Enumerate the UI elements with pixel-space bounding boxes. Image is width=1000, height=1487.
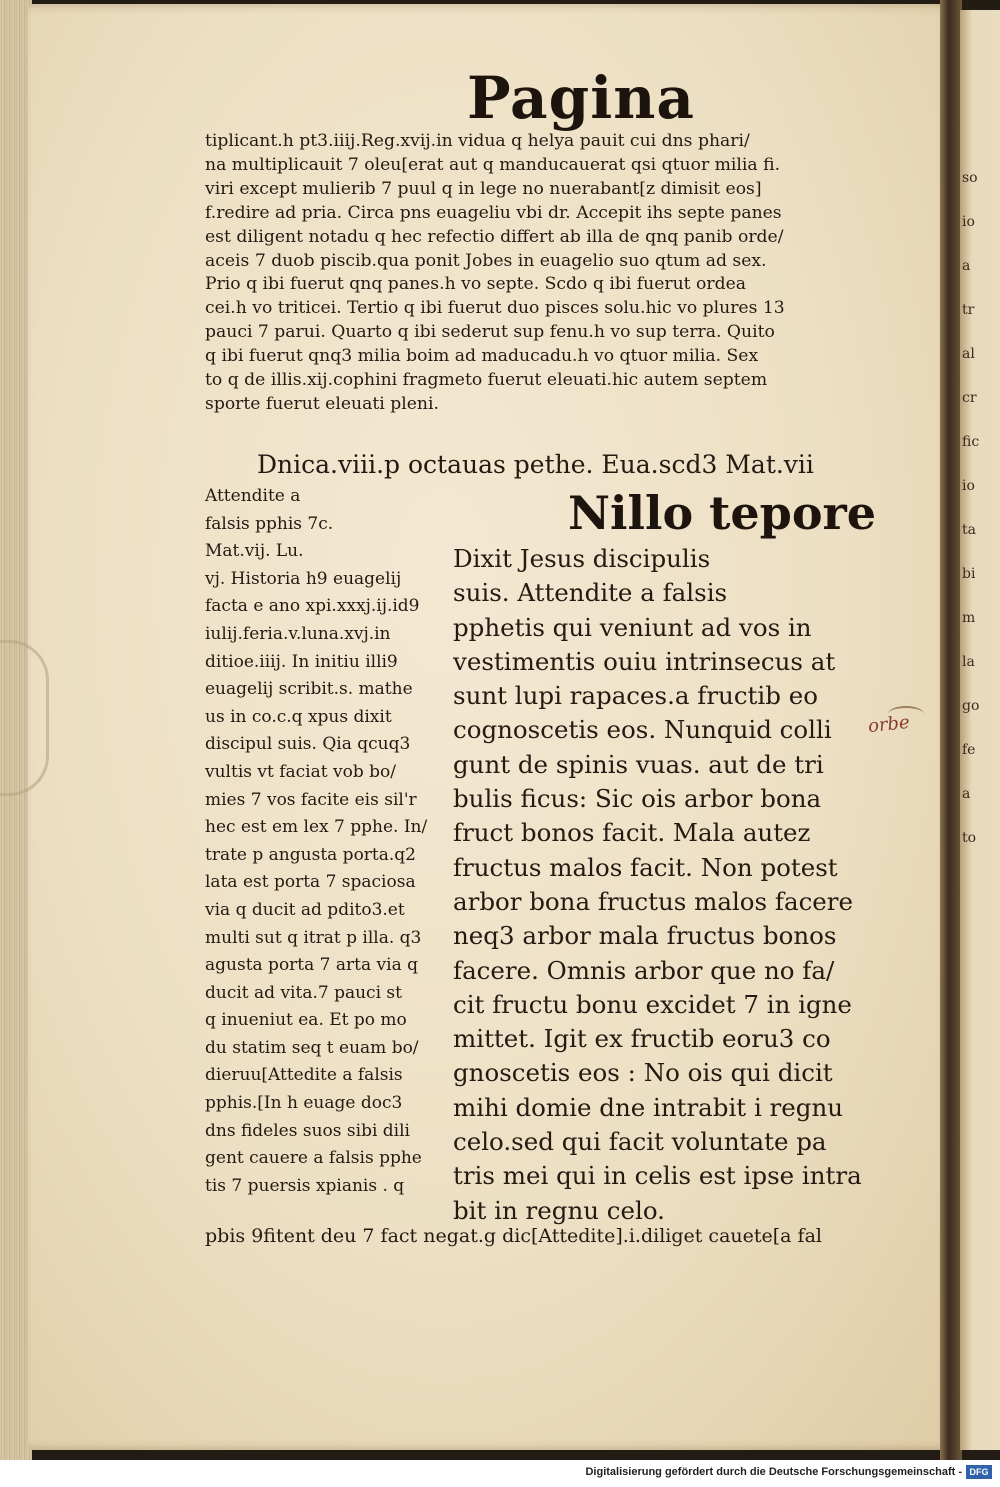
gospel-line: suis. Attendite a falsis [453,578,728,608]
gospel-line: bit in regnu celo. [453,1195,665,1225]
gospel-line: sunt lupi rapaces.a fructib eo [453,681,818,711]
binding-strap [0,640,49,796]
commentary-line: agusta porta 7 arta via q [205,955,418,976]
facing-page-fragment: tr [962,302,975,318]
text-line: tiplicant.h pt3.iiij.Reg.xvij.in vidua q helya pauit cui dns phari/ [205,131,750,151]
commentary-line: trate p angusta porta.q2 [205,844,416,865]
facing-page-fragment: io [962,214,975,230]
commentary-line: mies 7 vos facite eis sil'r [205,789,417,810]
facing-page-fragment: bi [962,566,976,582]
gospel-line: mihi domie dne intrabit i regnu [453,1092,844,1122]
gospel-column [453,484,883,1228]
facing-page-fragment: m [962,610,976,626]
book-gutter [940,0,962,1460]
facing-page-fragment: ta [962,522,976,538]
text-line: Prio q ibi fuerut qnq panes.h vo septe. Scdo q ibi fuerut ordea [205,274,747,295]
gospel-line: celo.sed qui facit voluntate pa [453,1127,827,1157]
facing-page-fragment: fe [962,742,976,758]
dfg-logo: DFG [966,1465,992,1479]
text-line: f.redire ad pria. Circa pns euageliu vbi dr. Accepit ihs septe panes [205,202,782,223]
facing-page-fragment: io [962,478,975,494]
facing-page-fragment: to [962,830,977,846]
gospel-line: gunt de spinis vuas. aut de tri [453,749,824,779]
gospel-line: vestimentis ouiu intrinsecus at [453,646,836,676]
commentary-line: multi sut q itrat p illa. q3 [205,927,422,948]
incipit: Nillo tepore [568,486,877,540]
text-line: est diligent notadu q hec refectio differt ab illa de qnq panib orde/ [205,226,784,247]
commentary-line: vj. Historia h9 euagelij [205,568,402,589]
text-line: to q de illis.xij.cophini fragmeto fuerut eleuati.hic autem septem [205,370,768,391]
gospel-line: cit fructu bonu excidet 7 in igne [453,989,852,1019]
commentary-line: discipul suis. Qia qcuq3 [205,734,411,755]
gospel-line: bulis ficus: Sic ois arbor bona [453,784,822,814]
bottom-line: pbis 9fitent deu 7 fact negat.g dic[Attedite].i.diliget cauete[a fal [205,1225,822,1247]
commentary-line: Mat.vij. Lu. [205,541,304,562]
gospel-line: tris mei qui in celis est ipse intra [453,1161,862,1191]
marginal-note: orbe [867,711,911,738]
text-line: q ibi fuerut qnq3 milia boim ad maducadu.h vo qtuor milia. Sex [205,346,759,367]
text-line: sporte fuerut eleuati pleni. [205,393,439,414]
commentary-line: gent cauere a falsis pphe [205,1148,422,1169]
footer-credit: Digitalisierung gefördert durch die Deutsche Forschungsgemeinschaft - [585,1466,962,1478]
commentary-line: ducit ad vita.7 pauci st [205,982,402,1003]
facing-page-fragment: fic [962,434,980,450]
top-text-block [205,130,877,417]
commentary-column [205,483,450,1200]
facing-page-fragment: al [962,346,975,362]
facing-page-fragment: la [962,654,975,670]
page-heading: Pagina [467,64,695,132]
facing-page-fragment: a [962,786,971,802]
commentary-line: euagelij scribit.s. mathe [205,679,413,700]
commentary-line: iulij.feria.v.luna.xvj.in [205,623,391,644]
text-line: pauci 7 parui. Quarto q ibi sederut sup fenu.h vo sup terra. Quito [205,322,775,343]
gospel-line: facere. Omnis arbor que no fa/ [453,955,835,985]
gospel-line: fruct bonos facit. Mala autez [453,818,811,848]
facing-page-fragment: so [962,170,978,186]
gospel-line: mittet. Igit ex fructib eoru3 co [453,1024,831,1054]
gospel-line: neq3 arbor mala fructus bonos [453,921,837,951]
commentary-line: q inueniut ea. Et po mo [205,1010,407,1031]
commentary-line: falsis pphis 7c. [205,513,334,534]
commentary-line: tis 7 puersis xpianis . q [205,1175,405,1196]
commentary-line: vultis vt faciat vob bo/ [205,761,396,782]
commentary-line: facta e ano xpi.xxxj.ij.id9 [205,596,420,617]
text-line: cei.h vo triticei. Tertio q ibi fuerut duo pisces solu.hic vo plures 13 [205,298,785,319]
gospel-line: arbor bona fructus malos facere [453,886,854,916]
commentary-line: pphis.[In h euage doc3 [205,1093,403,1114]
commentary-line: du statim seq t euam bo/ [205,1037,419,1058]
text-line: viri except mulierib 7 puul q in lege no nuerabant[z dimisit eos] [205,178,762,199]
gospel-line: Dixit Jesus discipulis [453,544,711,573]
facing-page-edge [960,10,1000,1450]
commentary-line: dns fideles suos sibi dili [205,1120,410,1141]
commentary-line: via q ducit ad pdito3.et [205,899,405,920]
facing-page-fragment: cr [962,390,977,406]
text-line: aceis 7 duob piscib.qua ponit Jobes in euagelio suo qtum ad sex. [205,250,767,271]
footer-bar [0,1460,1000,1487]
gospel-line: gnoscetis eos : No ois qui dicit [453,1058,833,1088]
facing-page-fragment: go [962,698,980,714]
commentary-line: ditioe.iiij. In initiu illi9 [205,651,398,672]
commentary-line: us in co.c.q xpus dixit [205,706,392,727]
sunday-rubric: Dnica.viii.p octauas pethe. Eua.scd3 Mat.vii [257,450,814,479]
gospel-line: fructus malos facit. Non potest [453,852,838,882]
facing-page-fragment: a [962,258,971,274]
gospel-line: pphetis qui veniunt ad vos in [453,612,812,642]
gospel-line: cognoscetis eos. Nunquid colli [453,715,832,745]
commentary-line: dieruu[Attedite a falsis [205,1065,403,1086]
commentary-line: lata est porta 7 spaciosa [205,872,416,893]
commentary-line: Attendite a [205,486,301,506]
text-line: na multiplicauit 7 oleu[erat aut q manducauerat qsi qtuor milia fi. [205,154,781,175]
commentary-line: hec est em lex 7 pphe. In/ [205,817,428,838]
